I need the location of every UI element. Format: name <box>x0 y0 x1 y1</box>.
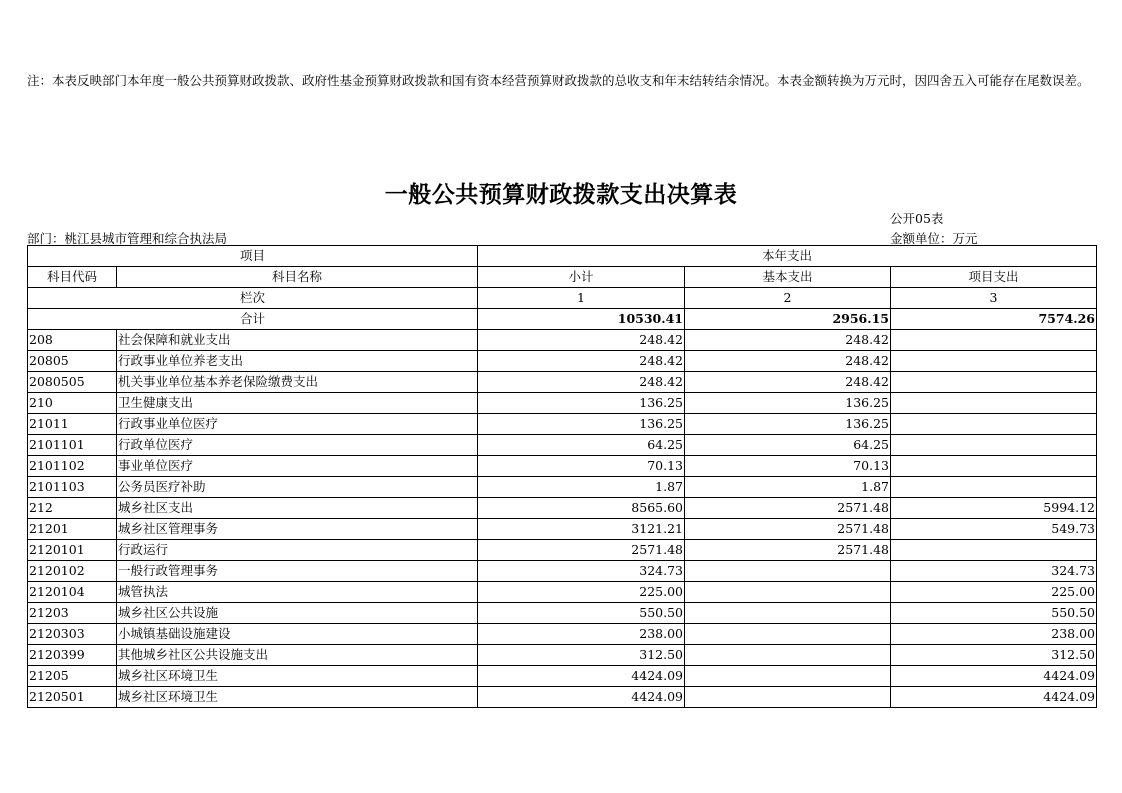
row-subtotal: 4424.09 <box>478 666 685 687</box>
row-name: 事业单位医疗 <box>117 456 478 477</box>
total-row <box>28 309 1097 330</box>
row-subtotal: 238.00 <box>478 624 685 645</box>
row-project: 4424.09 <box>891 687 1097 708</box>
row-code: 21201 <box>28 519 117 540</box>
header-item: 项目 <box>28 246 478 267</box>
row-project: 238.00 <box>891 624 1097 645</box>
header-subtotal: 小计 <box>478 267 685 288</box>
table-row <box>28 603 1097 624</box>
row-code: 21205 <box>28 666 117 687</box>
row-project <box>891 372 1097 393</box>
row-subtotal: 4424.09 <box>478 687 685 708</box>
table-row <box>28 435 1097 456</box>
row-basic <box>685 603 891 624</box>
row-subtotal: 64.25 <box>478 435 685 456</box>
column-index-label: 栏次 <box>28 288 478 309</box>
row-name: 城管执法 <box>117 582 478 603</box>
row-code: 2120102 <box>28 561 117 582</box>
row-project <box>891 330 1097 351</box>
row-code: 2101101 <box>28 435 117 456</box>
table-row <box>28 645 1097 666</box>
table-row <box>28 540 1097 561</box>
table-row <box>28 498 1097 519</box>
expenditure-table <box>27 245 1097 708</box>
row-project <box>891 540 1097 561</box>
table-row <box>28 477 1097 498</box>
row-project: 4424.09 <box>891 666 1097 687</box>
row-name: 行政事业单位养老支出 <box>117 351 478 372</box>
row-basic: 248.42 <box>685 351 891 372</box>
row-name: 一般行政管理事务 <box>117 561 478 582</box>
row-name: 其他城乡社区公共设施支出 <box>117 645 478 666</box>
row-project: 549.73 <box>891 519 1097 540</box>
row-code: 2101103 <box>28 477 117 498</box>
row-basic <box>685 687 891 708</box>
row-code: 21203 <box>28 603 117 624</box>
total-basic: 2956.15 <box>685 309 891 330</box>
row-project <box>891 351 1097 372</box>
column-index-1: 1 <box>478 288 685 309</box>
row-name: 行政单位医疗 <box>117 435 478 456</box>
row-name: 社会保障和就业支出 <box>117 330 478 351</box>
table-row <box>28 414 1097 435</box>
row-code: 2120101 <box>28 540 117 561</box>
row-subtotal: 248.42 <box>478 372 685 393</box>
row-subtotal: 248.42 <box>478 351 685 372</box>
row-basic <box>685 582 891 603</box>
row-basic: 70.13 <box>685 456 891 477</box>
row-code: 21011 <box>28 414 117 435</box>
row-name: 公务员医疗补助 <box>117 477 478 498</box>
row-basic: 2571.48 <box>685 540 891 561</box>
table-row <box>28 393 1097 414</box>
row-project <box>891 393 1097 414</box>
page-title: 一般公共预算财政拨款支出决算表 <box>384 181 738 208</box>
column-index-row <box>28 288 1097 309</box>
row-name: 城乡社区环境卫生 <box>117 687 478 708</box>
total-subtotal: 10530.41 <box>478 309 685 330</box>
row-basic: 248.42 <box>685 330 891 351</box>
table-row <box>28 582 1097 603</box>
amount-unit: 金额单位：万元 <box>890 231 978 246</box>
row-basic <box>685 624 891 645</box>
row-subtotal: 8565.60 <box>478 498 685 519</box>
row-subtotal: 550.50 <box>478 603 685 624</box>
row-name: 机关事业单位基本养老保险缴费支出 <box>117 372 478 393</box>
row-project <box>891 456 1097 477</box>
department-label: 部门：桃江县城市管理和综合执法局 <box>27 231 228 246</box>
table-row <box>28 519 1097 540</box>
row-project <box>891 477 1097 498</box>
table-row <box>28 561 1097 582</box>
row-basic: 2571.48 <box>685 498 891 519</box>
row-project: 324.73 <box>891 561 1097 582</box>
row-name: 城乡社区环境卫生 <box>117 666 478 687</box>
row-basic <box>685 561 891 582</box>
total-label: 合计 <box>28 309 478 330</box>
row-name: 城乡社区管理事务 <box>117 519 478 540</box>
row-name: 行政运行 <box>117 540 478 561</box>
header-row-2 <box>28 267 1097 288</box>
row-name: 城乡社区支出 <box>117 498 478 519</box>
row-project: 550.50 <box>891 603 1097 624</box>
row-code: 2101102 <box>28 456 117 477</box>
column-index-3: 3 <box>891 288 1097 309</box>
row-code: 208 <box>28 330 117 351</box>
row-subtotal: 225.00 <box>478 582 685 603</box>
row-name: 行政事业单位医疗 <box>117 414 478 435</box>
form-code: 公开05表 <box>890 211 944 226</box>
row-project: 312.50 <box>891 645 1097 666</box>
table-row <box>28 456 1097 477</box>
row-code: 2120303 <box>28 624 117 645</box>
row-code: 2120501 <box>28 687 117 708</box>
row-basic <box>685 645 891 666</box>
row-subtotal: 136.25 <box>478 414 685 435</box>
header-name: 科目名称 <box>117 267 478 288</box>
row-basic: 136.25 <box>685 393 891 414</box>
row-subtotal: 324.73 <box>478 561 685 582</box>
table-note: 注：本表反映部门本年度一般公共预算财政拨款、政府性基金预算财政拨款和国有资本经营预算财政拨款的总收支和年末结转结余情况。本表金额转换为万元时，因四舍五入可能存在尾数误差。 <box>27 73 1090 88</box>
row-project <box>891 414 1097 435</box>
column-index-2: 2 <box>685 288 891 309</box>
row-subtotal: 3121.21 <box>478 519 685 540</box>
row-code: 210 <box>28 393 117 414</box>
row-basic <box>685 666 891 687</box>
row-subtotal: 2571.48 <box>478 540 685 561</box>
row-subtotal: 70.13 <box>478 456 685 477</box>
row-code: 2080505 <box>28 372 117 393</box>
row-project <box>891 435 1097 456</box>
row-basic: 64.25 <box>685 435 891 456</box>
row-name: 城乡社区公共设施 <box>117 603 478 624</box>
row-project: 5994.12 <box>891 498 1097 519</box>
row-basic: 1.87 <box>685 477 891 498</box>
header-current-year: 本年支出 <box>478 246 1097 267</box>
row-code: 2120104 <box>28 582 117 603</box>
row-basic: 248.42 <box>685 372 891 393</box>
header-basic: 基本支出 <box>685 267 891 288</box>
header-code: 科目代码 <box>28 267 117 288</box>
table-row <box>28 330 1097 351</box>
row-name: 小城镇基础设施建设 <box>117 624 478 645</box>
table-row <box>28 624 1097 645</box>
row-subtotal: 248.42 <box>478 330 685 351</box>
row-basic: 136.25 <box>685 414 891 435</box>
total-project: 7574.26 <box>891 309 1097 330</box>
row-code: 2120399 <box>28 645 117 666</box>
table-row <box>28 372 1097 393</box>
table-row <box>28 351 1097 372</box>
row-code: 212 <box>28 498 117 519</box>
row-subtotal: 136.25 <box>478 393 685 414</box>
row-name: 卫生健康支出 <box>117 393 478 414</box>
header-project: 项目支出 <box>891 267 1097 288</box>
row-subtotal: 1.87 <box>478 477 685 498</box>
row-basic: 2571.48 <box>685 519 891 540</box>
header-row-1 <box>28 246 1097 267</box>
table-row <box>28 666 1097 687</box>
row-code: 20805 <box>28 351 117 372</box>
row-subtotal: 312.50 <box>478 645 685 666</box>
table-row <box>28 687 1097 708</box>
row-project: 225.00 <box>891 582 1097 603</box>
